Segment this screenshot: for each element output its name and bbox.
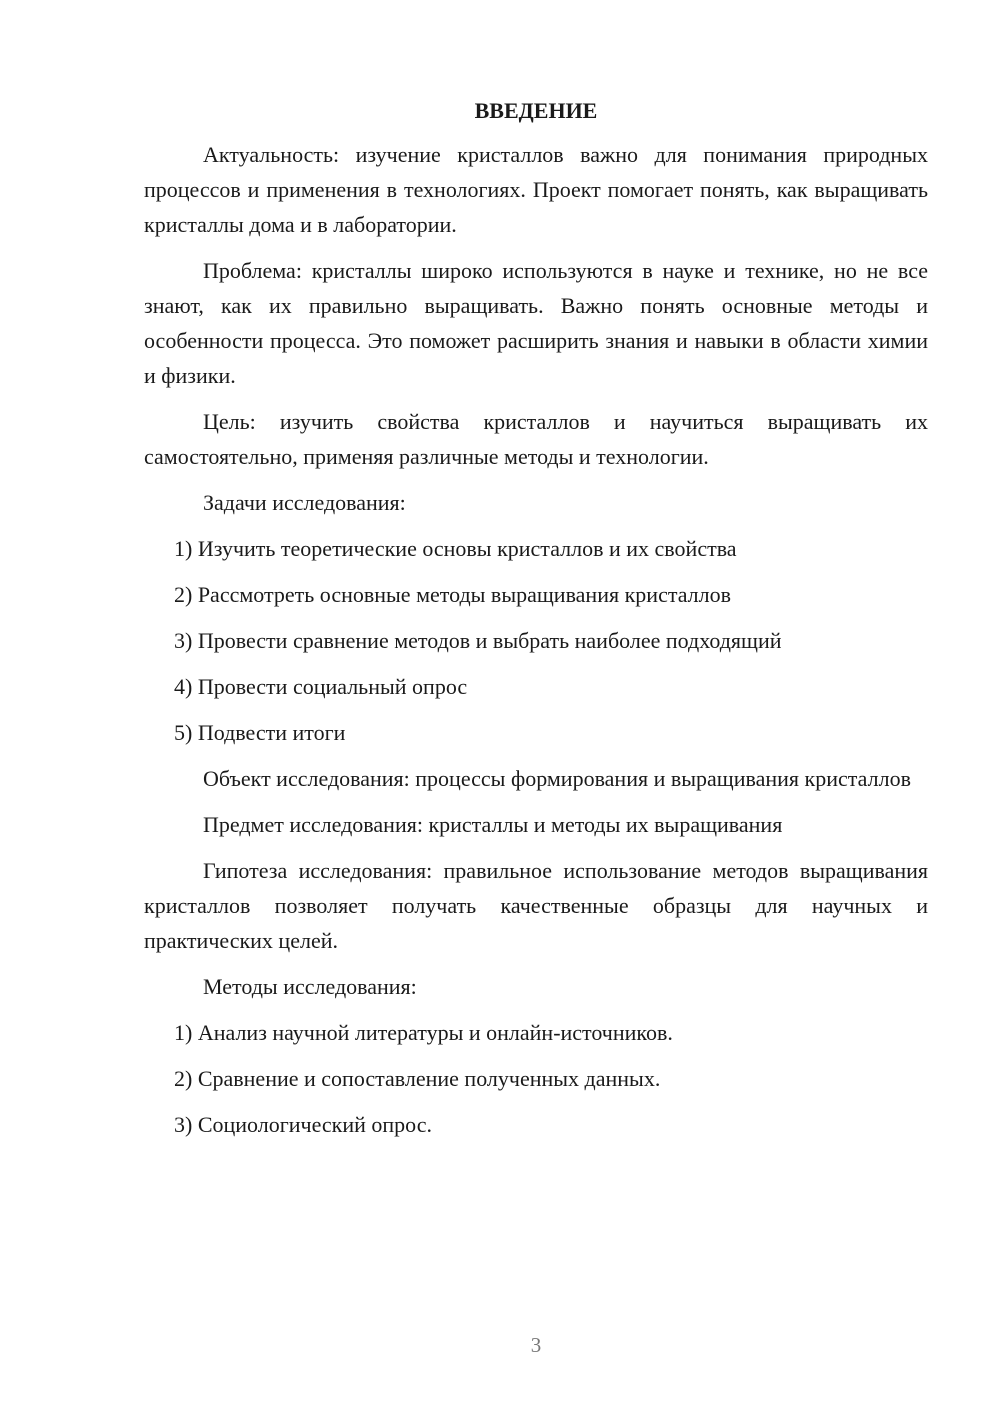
task-item: 5) Подвести итоги: [174, 720, 346, 745]
hypothesis-paragraph: Гипотеза исследования: правильное использование методов выращивания кристаллов позволяет получать качественные образцы для научных и практических целей.: [144, 858, 928, 953]
method-item: 1) Анализ научной литературы и онлайн-источников.: [174, 1020, 673, 1045]
relevance-paragraph: Актуальность: изучение кристаллов важно для понимания природных процессов и применения в технологиях. Проект помогает понять, как выращивать кристаллы дома и в лаборатории.: [144, 142, 928, 237]
task-item: 3) Провести сравнение методов и выбрать наиболее подходящий: [174, 628, 782, 653]
task-item: 2) Рассмотреть основные методы выращивания кристаллов: [174, 582, 732, 607]
methods-heading: Методы исследования:: [203, 974, 417, 999]
problem-paragraph: Проблема: кристаллы широко используются в науке и технике, но не все знают, как их правильно выращивать. Важно понять основные методы и особенности процесса. Это поможет расширить знания и навыки в области химии и физики.: [144, 258, 928, 388]
page-content: [144, 96, 928, 1153]
method-item: 2) Сравнение и сопоставление полученных данных.: [174, 1066, 661, 1091]
task-item: 4) Провести социальный опрос: [174, 674, 468, 699]
task-item: 1) Изучить теоретические основы кристаллов и их свойства: [174, 536, 737, 561]
goal-paragraph: Цель: изучить свойства кристаллов и научиться выращивать их самостоятельно, применяя различные методы и технологии.: [144, 409, 928, 469]
object-paragraph: Объект исследования: процессы формирования и выращивания кристаллов: [203, 766, 911, 791]
method-item: 3) Социологический опрос.: [174, 1112, 432, 1137]
subject-paragraph: Предмет исследования: кристаллы и методы их выращивания: [203, 812, 783, 837]
tasks-heading: Задачи исследования:: [203, 490, 406, 515]
page-number: 3: [530, 1333, 542, 1357]
page-title: ВВЕДЕНИЕ: [474, 98, 598, 123]
